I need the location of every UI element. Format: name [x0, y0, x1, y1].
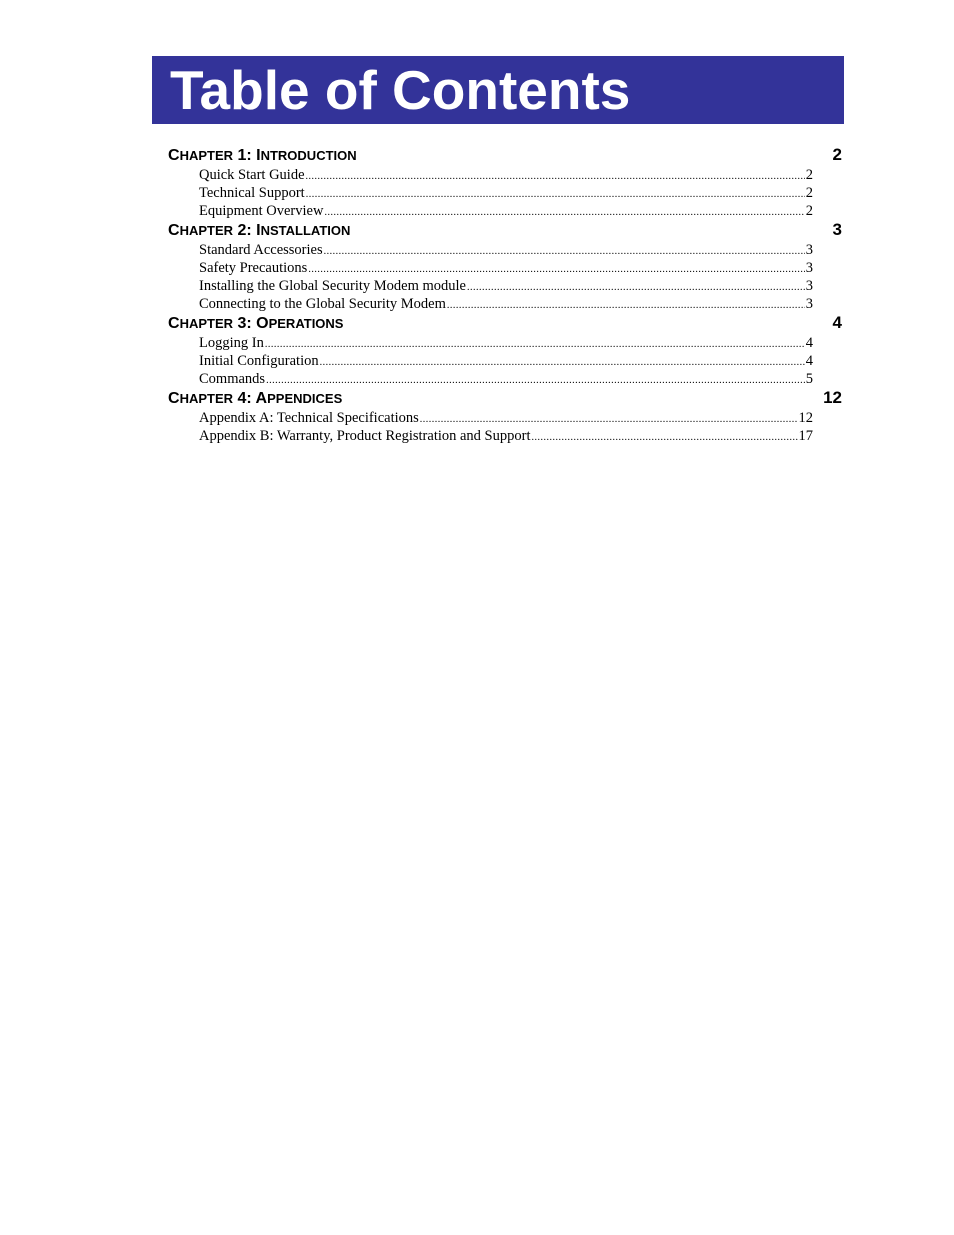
chapter-page-number: 2: [832, 145, 842, 164]
chapter-title: CHAPTER 3: OPERATIONS: [168, 315, 344, 332]
table-of-contents: [168, 145, 844, 445]
chapter-heading[interactable]: [168, 388, 844, 409]
toc-entry[interactable]: [199, 427, 813, 445]
page-title: Table of Contents: [170, 59, 631, 121]
entry-title: Appendix A: Technical Specifications: [199, 410, 419, 426]
entry-title: Quick Start Guide: [199, 167, 305, 183]
entry-page-number: 4: [805, 353, 813, 369]
entry-title: Safety Precautions: [199, 260, 308, 276]
entry-title: Appendix B: Warranty, Product Registration and Support: [199, 428, 531, 444]
entry-page-number: 3: [805, 260, 813, 276]
toc-entry[interactable]: [199, 352, 813, 370]
toc-entry[interactable]: [199, 202, 813, 220]
entry-page-number: 2: [805, 203, 813, 219]
entry-title: Commands: [199, 371, 266, 387]
toc-entry[interactable]: [199, 184, 813, 202]
chapter-page-number: 12: [823, 388, 842, 407]
dot-leader: [531, 429, 797, 447]
toc-entry[interactable]: [199, 409, 813, 427]
entry-title: Technical Support: [199, 185, 305, 201]
toc-entry[interactable]: [199, 334, 813, 352]
chapter-title: CHAPTER 1: INTRODUCTION: [168, 147, 357, 164]
chapter-heading[interactable]: [168, 313, 844, 334]
toc-entry[interactable]: [199, 166, 813, 184]
chapter-heading[interactable]: [168, 220, 844, 241]
entry-title: Equipment Overview: [199, 203, 324, 219]
chapter-title: CHAPTER 4: APPENDICES: [168, 390, 343, 407]
entry-page-number: 3: [805, 278, 813, 294]
entry-title: Installing the Global Security Modem module: [199, 278, 466, 294]
chapter-title: CHAPTER 2: INSTALLATION: [168, 222, 351, 239]
entry-title: Connecting to the Global Security Modem: [199, 296, 446, 312]
entry-page-number: 12: [798, 410, 813, 426]
entry-page-number: 3: [805, 242, 813, 258]
toc-entry[interactable]: [199, 370, 813, 388]
toc-entry[interactable]: [199, 295, 813, 313]
toc-entry[interactable]: [199, 277, 813, 295]
title-banner: [152, 56, 844, 124]
entry-page-number: 2: [805, 185, 813, 201]
entry-page-number: 5: [805, 371, 813, 387]
entry-title: Initial Configuration: [199, 353, 319, 369]
entry-page-number: 2: [805, 167, 813, 183]
entry-page-number: 17: [798, 428, 813, 444]
entry-page-number: 4: [805, 335, 813, 351]
chapter-heading[interactable]: [168, 145, 844, 166]
toc-entry[interactable]: [199, 241, 813, 259]
entry-title: Logging In: [199, 335, 264, 351]
entry-page-number: 3: [805, 296, 813, 312]
chapter-page-number: 3: [832, 220, 842, 239]
chapter-page-number: 4: [832, 313, 842, 332]
entry-title: Standard Accessories: [199, 242, 323, 258]
toc-entry[interactable]: [199, 259, 813, 277]
